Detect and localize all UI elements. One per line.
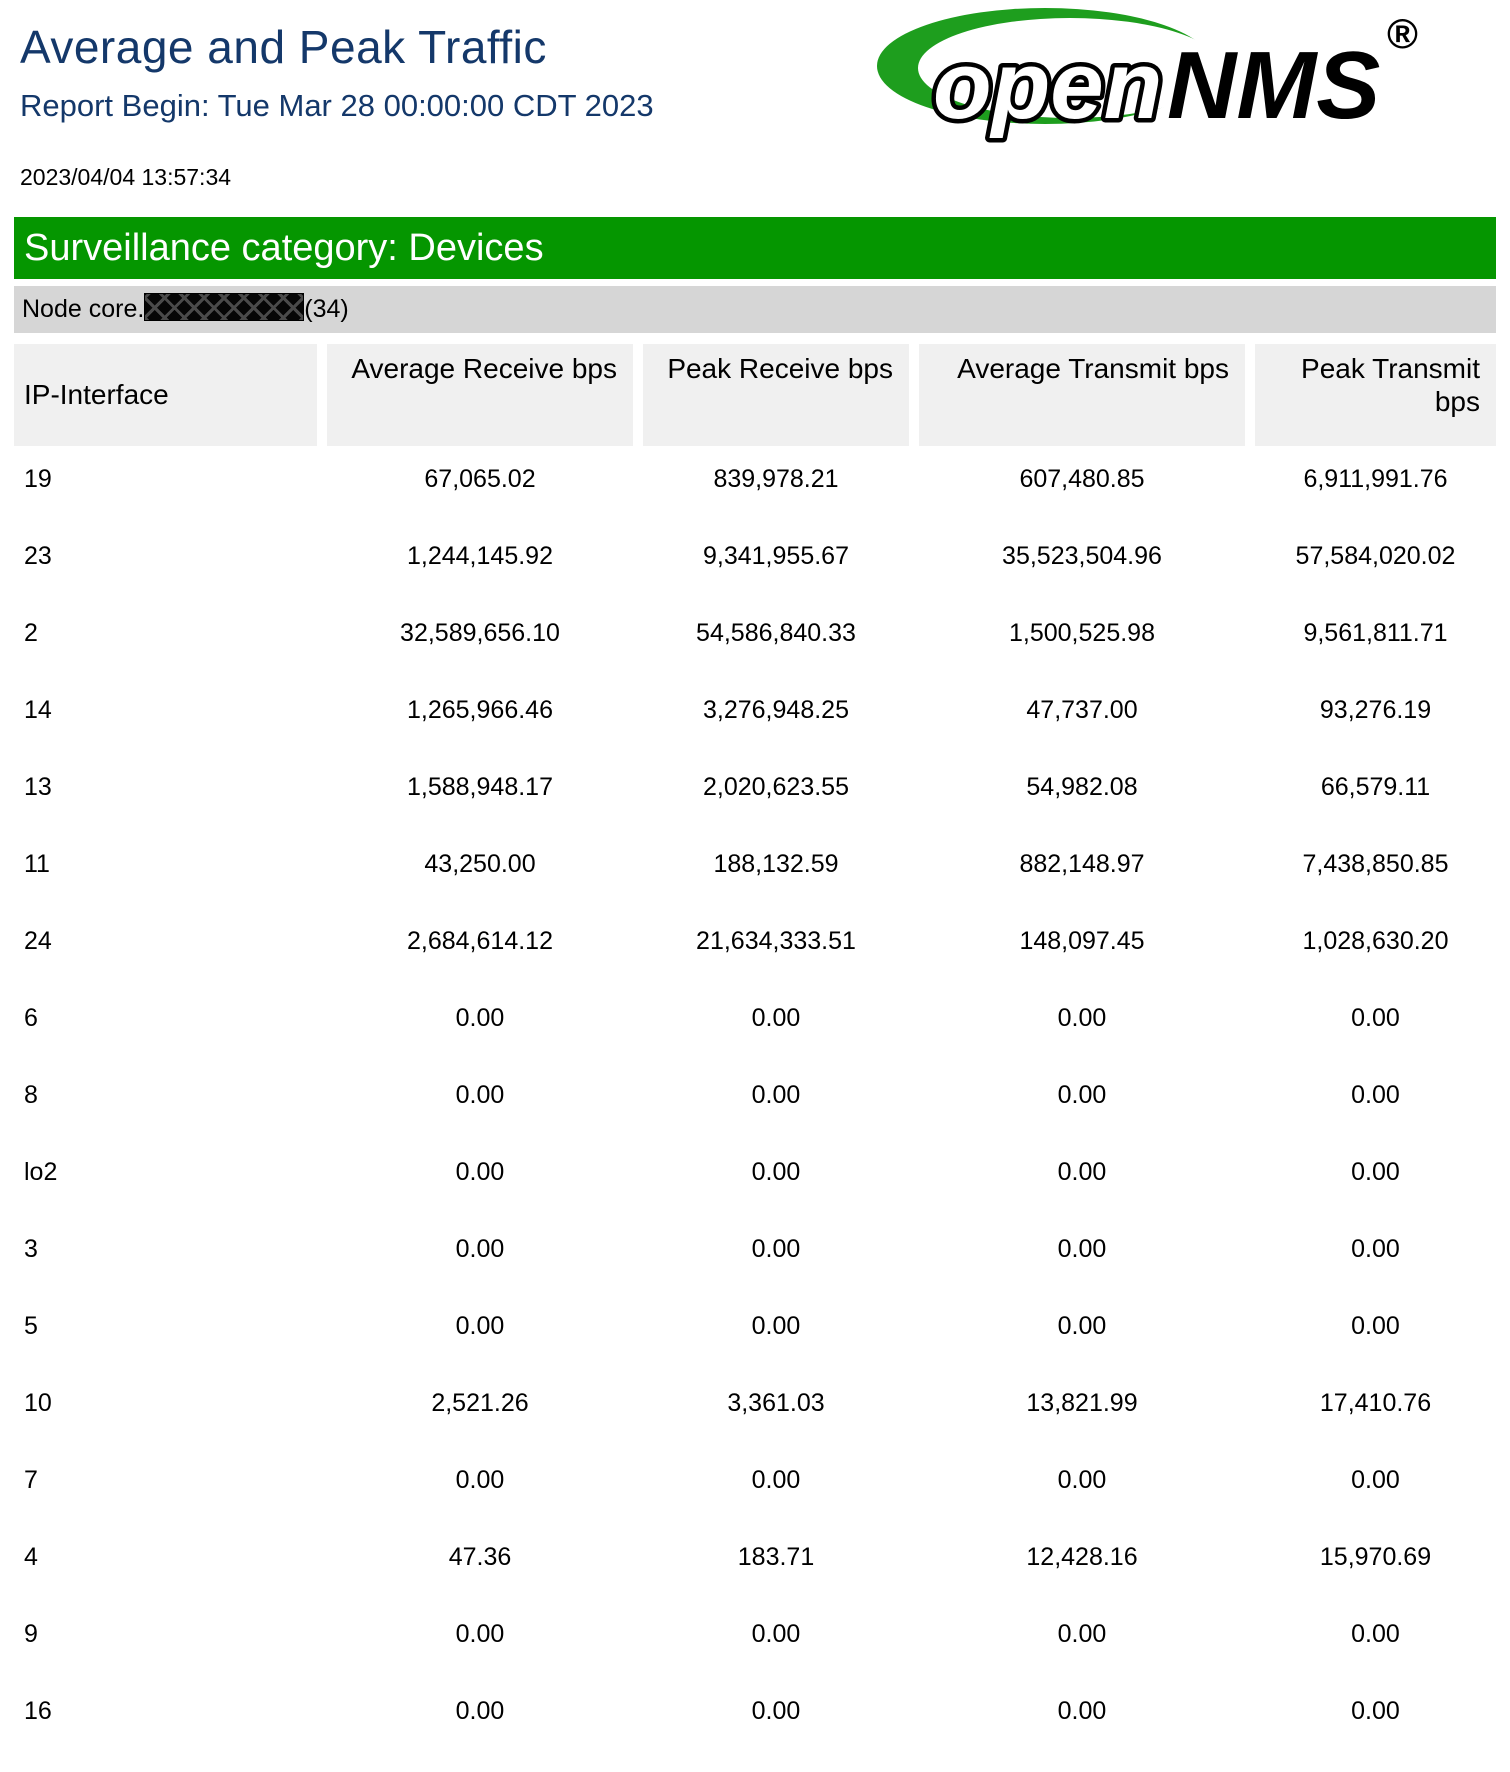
table-row	[14, 985, 1496, 1062]
avg-transmit-cell: 0.00	[914, 1601, 1250, 1678]
traffic-table	[14, 344, 1496, 1755]
avg-receive-cell: 1,244,145.92	[322, 523, 638, 600]
logo-word-open: open	[933, 32, 1163, 139]
table-row	[14, 908, 1496, 985]
peak-transmit-cell: 0.00	[1250, 1216, 1496, 1293]
table-row	[14, 1678, 1496, 1755]
report-begin-line: Report Begin: Tue Mar 28 00:00:00 CDT 2023	[20, 88, 654, 123]
peak-receive-cell: 0.00	[638, 1139, 914, 1216]
node-label-suffix: (34)	[304, 295, 349, 323]
interface-cell: 3	[14, 1216, 322, 1293]
avg-transmit-cell: 35,523,504.96	[914, 523, 1250, 600]
peak-transmit-cell: 1,028,630.20	[1250, 908, 1496, 985]
peak-transmit-cell: 0.00	[1250, 1678, 1496, 1755]
avg-transmit-cell: 1,500,525.98	[914, 600, 1250, 677]
avg-transmit-cell: 0.00	[914, 1139, 1250, 1216]
peak-transmit-cell: 6,911,991.76	[1250, 446, 1496, 523]
avg-receive-cell: 0.00	[322, 1447, 638, 1524]
peak-transmit-cell: 17,410.76	[1250, 1370, 1496, 1447]
column-header-ip-interface: IP-Interface	[14, 344, 322, 446]
peak-receive-cell: 3,361.03	[638, 1370, 914, 1447]
avg-transmit-cell: 0.00	[914, 1447, 1250, 1524]
column-header-peak-receive: Peak Receive bps	[638, 344, 914, 446]
avg-transmit-cell: 0.00	[914, 1678, 1250, 1755]
logo-registered-mark: ®	[1387, 10, 1418, 57]
table-row	[14, 1293, 1496, 1370]
interface-cell: 8	[14, 1062, 322, 1139]
avg-receive-cell: 0.00	[322, 1601, 638, 1678]
interface-cell: 5	[14, 1293, 322, 1370]
peak-transmit-cell: 9,561,811.71	[1250, 600, 1496, 677]
avg-receive-cell: 0.00	[322, 1293, 638, 1370]
table-row	[14, 523, 1496, 600]
avg-receive-cell: 0.00	[322, 1678, 638, 1755]
interface-cell: 6	[14, 985, 322, 1062]
interface-cell: 14	[14, 677, 322, 754]
node-label-prefix: Node core.	[22, 295, 145, 323]
table-row	[14, 1601, 1496, 1678]
peak-receive-cell: 21,634,333.51	[638, 908, 914, 985]
interface-cell: 2	[14, 600, 322, 677]
peak-receive-cell: 54,586,840.33	[638, 600, 914, 677]
avg-transmit-cell: 54,982.08	[914, 754, 1250, 831]
table-row	[14, 1370, 1496, 1447]
peak-receive-cell: 9,341,955.67	[638, 523, 914, 600]
avg-transmit-cell: 0.00	[914, 985, 1250, 1062]
logo-word-nms: NMS	[1167, 32, 1381, 139]
interface-cell: lo2	[14, 1139, 322, 1216]
peak-receive-cell: 0.00	[638, 1216, 914, 1293]
avg-receive-cell: 43,250.00	[322, 831, 638, 908]
avg-receive-cell: 0.00	[322, 1139, 638, 1216]
peak-transmit-cell: 66,579.11	[1250, 754, 1496, 831]
peak-transmit-cell: 0.00	[1250, 1601, 1496, 1678]
table-row	[14, 831, 1496, 908]
header-row	[14, 344, 1496, 446]
redacted-node-name	[144, 293, 304, 321]
avg-receive-cell: 1,588,948.17	[322, 754, 638, 831]
peak-transmit-cell: 57,584,020.02	[1250, 523, 1496, 600]
column-header-avg-receive: Average Receive bps	[322, 344, 638, 446]
table-row	[14, 1062, 1496, 1139]
interface-cell: 13	[14, 754, 322, 831]
table-row	[14, 1139, 1496, 1216]
avg-receive-cell: 47.36	[322, 1524, 638, 1601]
avg-transmit-cell: 882,148.97	[914, 831, 1250, 908]
avg-transmit-cell: 607,480.85	[914, 446, 1250, 523]
peak-transmit-cell: 0.00	[1250, 1447, 1496, 1524]
avg-receive-cell: 1,265,966.46	[322, 677, 638, 754]
avg-transmit-cell: 148,097.45	[914, 908, 1250, 985]
peak-receive-cell: 0.00	[638, 985, 914, 1062]
generated-timestamp: 2023/04/04 13:57:34	[20, 164, 232, 190]
avg-transmit-cell: 47,737.00	[914, 677, 1250, 754]
avg-receive-cell: 2,684,614.12	[322, 908, 638, 985]
avg-transmit-cell: 13,821.99	[914, 1370, 1250, 1447]
avg-transmit-cell: 12,428.16	[914, 1524, 1250, 1601]
peak-transmit-cell: 15,970.69	[1250, 1524, 1496, 1601]
peak-receive-cell: 188,132.59	[638, 831, 914, 908]
table-row	[14, 754, 1496, 831]
report-header	[0, 0, 1510, 191]
opennms-logo-graphic	[875, 6, 1455, 146]
interface-cell: 9	[14, 1601, 322, 1678]
peak-transmit-cell: 0.00	[1250, 1062, 1496, 1139]
avg-transmit-cell: 0.00	[914, 1062, 1250, 1139]
peak-receive-cell: 0.00	[638, 1293, 914, 1370]
peak-transmit-cell: 93,276.19	[1250, 677, 1496, 754]
peak-transmit-cell: 0.00	[1250, 1293, 1496, 1370]
surveillance-category-banner: Surveillance category: Devices	[14, 217, 1496, 279]
peak-receive-cell: 2,020,623.55	[638, 754, 914, 831]
column-header-peak-transmit: Peak Transmit bps	[1250, 344, 1496, 446]
avg-receive-cell: 2,521.26	[322, 1370, 638, 1447]
peak-receive-cell: 183.71	[638, 1524, 914, 1601]
peak-receive-cell: 839,978.21	[638, 446, 914, 523]
avg-transmit-cell: 0.00	[914, 1216, 1250, 1293]
node-row	[14, 286, 1496, 333]
traffic-table-body	[14, 446, 1496, 1755]
interface-cell: 24	[14, 908, 322, 985]
peak-transmit-cell: 7,438,850.85	[1250, 831, 1496, 908]
peak-transmit-cell: 0.00	[1250, 985, 1496, 1062]
interface-cell: 11	[14, 831, 322, 908]
table-row	[14, 677, 1496, 754]
interface-cell: 19	[14, 446, 322, 523]
avg-transmit-cell: 0.00	[914, 1293, 1250, 1370]
interface-cell: 16	[14, 1678, 322, 1755]
table-row	[14, 446, 1496, 523]
peak-receive-cell: 3,276,948.25	[638, 677, 914, 754]
avg-receive-cell: 0.00	[322, 985, 638, 1062]
peak-receive-cell: 0.00	[638, 1447, 914, 1524]
table-row	[14, 600, 1496, 677]
interface-cell: 4	[14, 1524, 322, 1601]
interface-cell: 10	[14, 1370, 322, 1447]
avg-receive-cell: 32,589,656.10	[322, 600, 638, 677]
table-row	[14, 1524, 1496, 1601]
interface-cell: 7	[14, 1447, 322, 1524]
column-header-avg-transmit: Average Transmit bps	[914, 344, 1250, 446]
avg-receive-cell: 0.00	[322, 1062, 638, 1139]
peak-receive-cell: 0.00	[638, 1678, 914, 1755]
peak-receive-cell: 0.00	[638, 1601, 914, 1678]
peak-transmit-cell: 0.00	[1250, 1139, 1496, 1216]
report-title: Average and Peak Traffic	[20, 21, 547, 73]
avg-receive-cell: 67,065.02	[322, 446, 638, 523]
peak-receive-cell: 0.00	[638, 1062, 914, 1139]
interface-cell: 23	[14, 523, 322, 600]
table-row	[14, 1216, 1496, 1293]
traffic-table-header	[14, 344, 1496, 446]
avg-receive-cell: 0.00	[322, 1216, 638, 1293]
opennms-logo	[875, 6, 1455, 146]
table-row	[14, 1447, 1496, 1524]
